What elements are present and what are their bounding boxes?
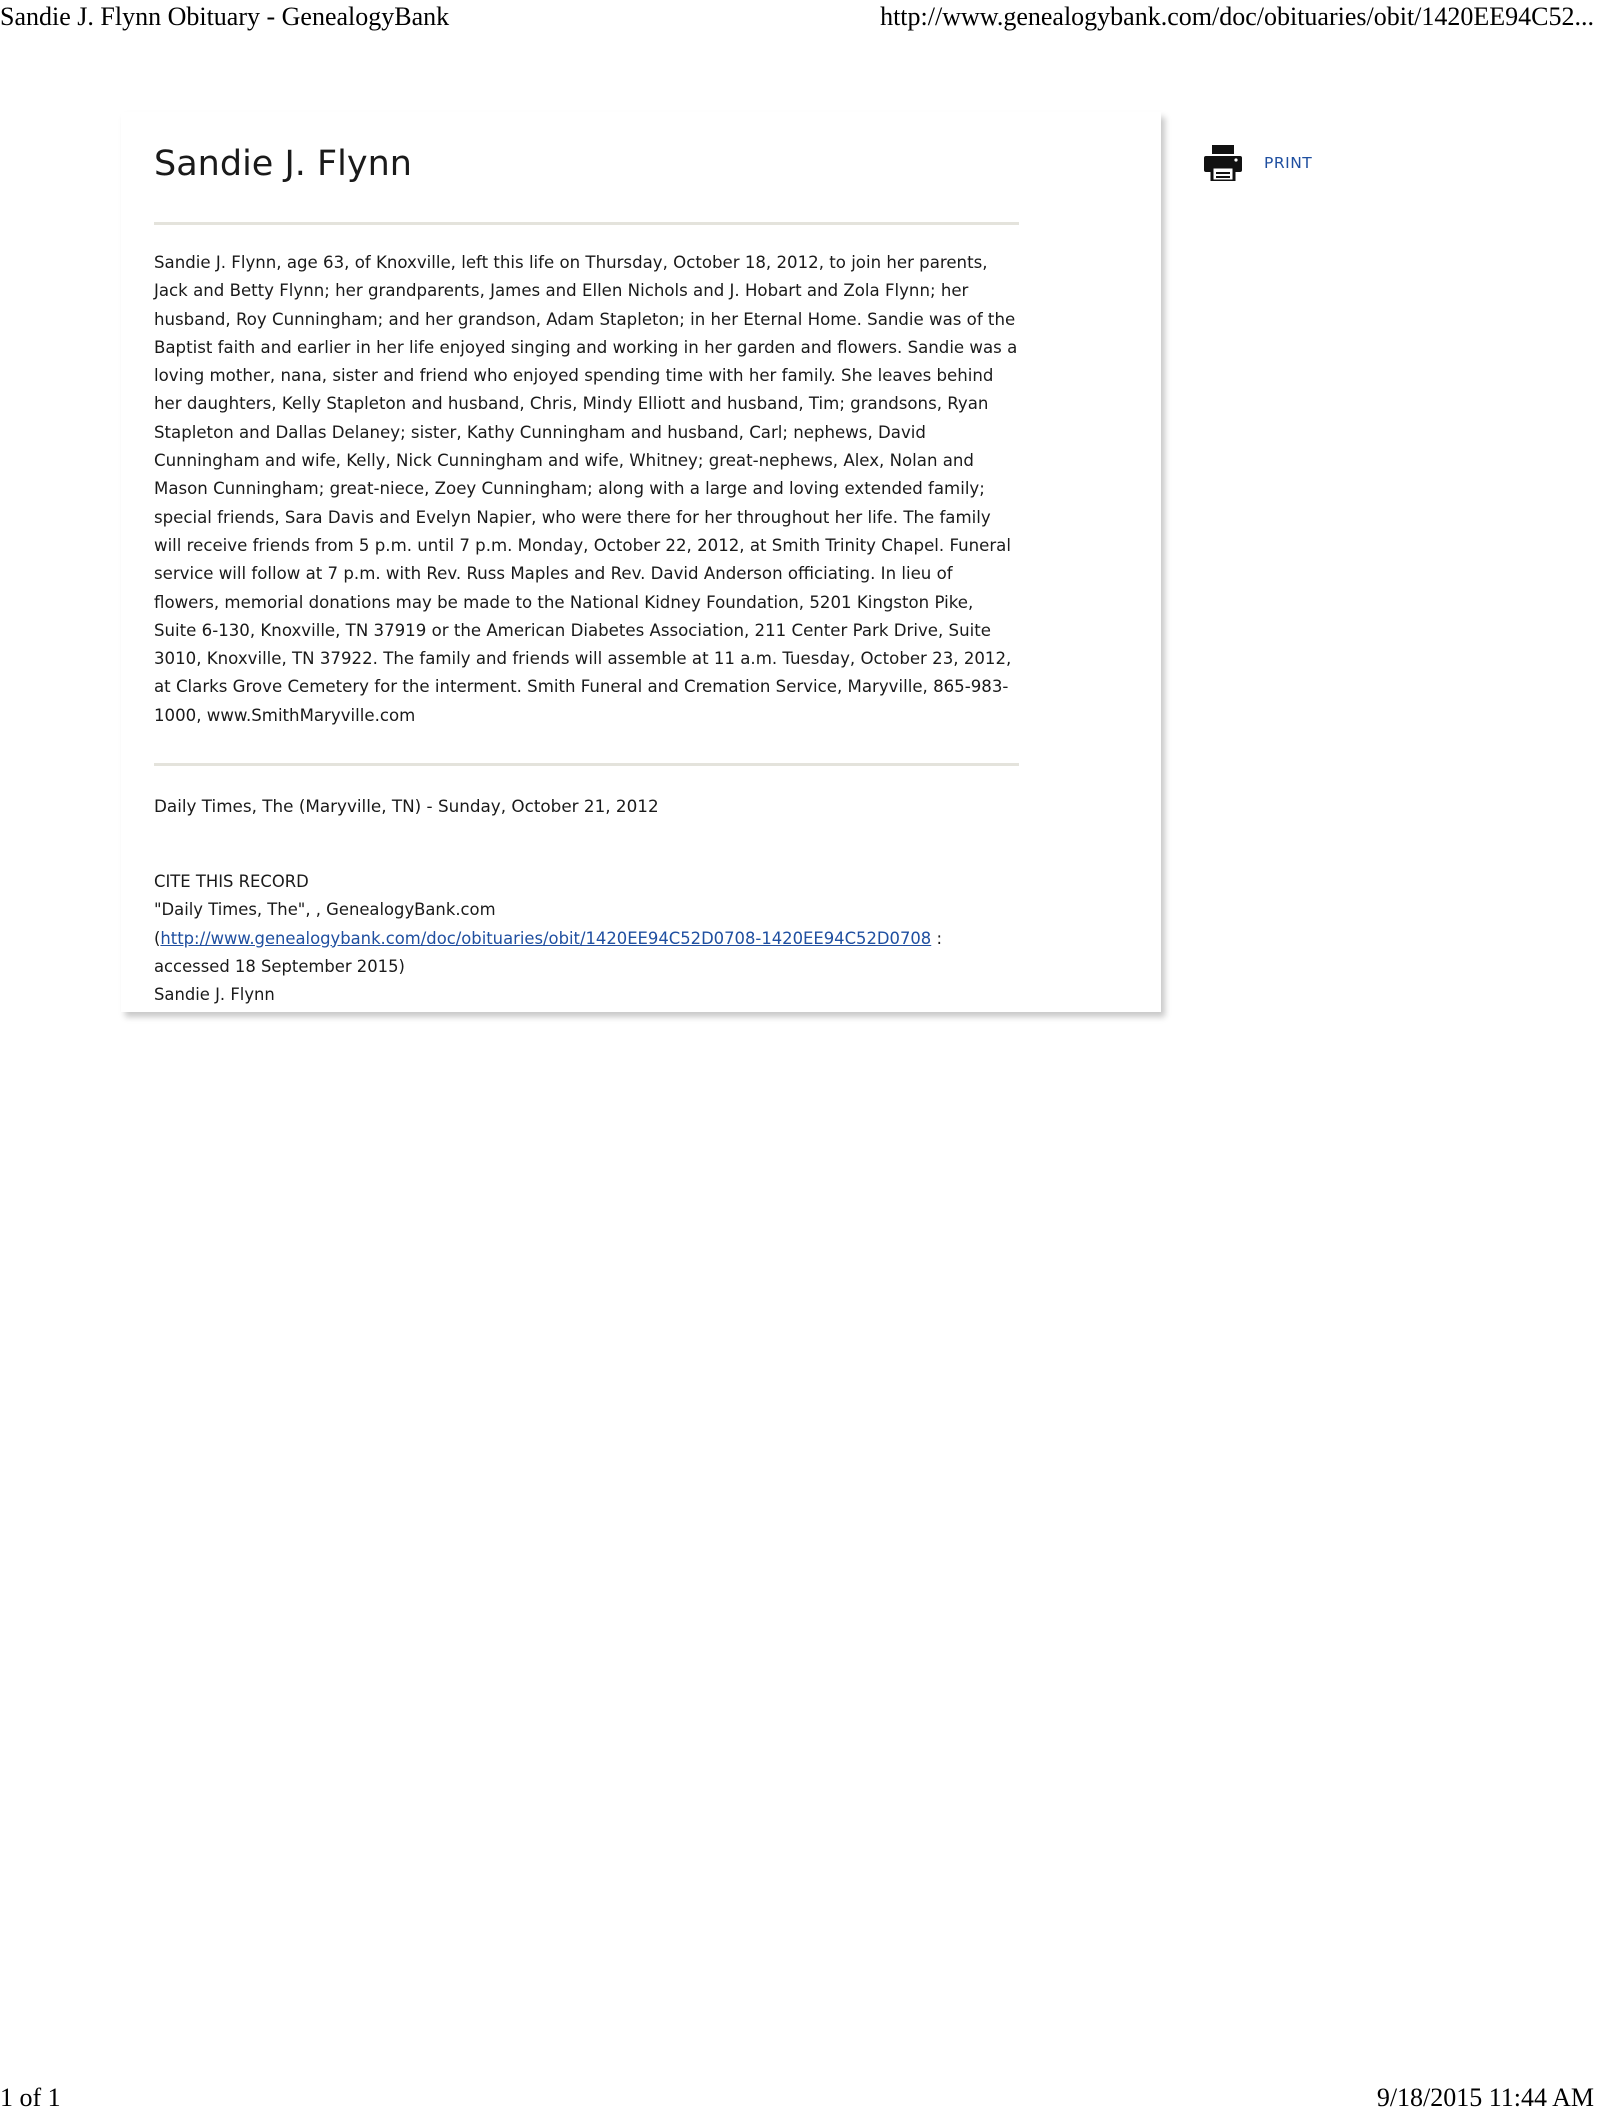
citation-prefix: "Daily Times, The", , GenealogyBank.com ( [154, 900, 496, 948]
obituary-card [121, 112, 1161, 1012]
citation-record-name: Sandie J. Flynn [154, 985, 275, 1005]
print-footer-page-count: 1 of 1 [0, 2083, 61, 2112]
print-button[interactable] [1204, 145, 1312, 181]
obituary-title: Sandie J. Flynn [154, 144, 412, 184]
print-footer-timestamp: 9/18/2015 11:44 AM [1376, 2083, 1594, 2112]
citation-heading: CITE THIS RECORD [154, 872, 309, 891]
citation-block [154, 868, 1020, 1009]
title-divider [154, 222, 1019, 225]
obituary-body: Sandie J. Flynn, age 63, of Knoxville, left this life on Thursday, October 18, 2012, to join her parents, Jack and Betty Flynn; her grandparents, James and Ellen Nichols and J. Hobart and Zola Flynn; her husband, Roy Cunningham; and her grandson, Adam Stapleton; in her Eternal Home. Sandie was of the Baptist faith and earlier in her life enjoyed singing and working in her garden and flowers. Sandie was a loving mother, nana, sister and friend who enjoyed spending time with her family. She leaves behind her daughters, Kelly Stapleton and husband, Chris, Mindy Elliott and husband, Tim; grandsons, Ryan Stapleton and Dallas Delaney; sister, Kathy Cunningham and husband, Carl; nephews, David Cunningham and wife, Kelly, Nick Cunningham and wife, Whitney; great-nephews, Alex, Nolan and Mason Cunningham; great-niece, Zoey Cunningham; along with a large and loving extended family; special friends, Sara Davis and Evelyn Napier, who were there for her throughout her life. The family will receive friends from 5 p.m. until 7 p.m. Monday, October 22, 2012, at Smith Trinity Chapel. Funeral service will follow at 7 p.m. with Rev. Russ Maples and Rev. David Anderson officiating. In lieu of flowers, memorial donations may be made to the National Kidney Foundation, 5201 Kingston Pike, Suite 6-130, Knoxville, TN 37919 or the American Diabetes Association, 211 Center Park Drive, Suite 3010, Knoxville, TN 37922. The family and friends will assemble at 11 a.m. Tuesday, October 23, 2012, at Clarks Grove Cemetery for the interment. Smith Funeral and Cremation Service, Maryville, 865-983-1000, www.SmithMaryville.com [154, 253, 1018, 725]
publication-source: Daily Times, The (Maryville, TN) - Sunday, October 21, 2012 [154, 796, 659, 816]
print-header-page-title: Sandie J. Flynn Obituary - GenealogyBank [0, 2, 450, 31]
print-header-url: http://www.genealogybank.com/doc/obituaries/obit/1420EE94C52... [880, 2, 1594, 31]
citation-link[interactable]: http://www.genealogybank.com/doc/obituaries/obit/1420EE94C52D0708-1420EE94C52D0708 [160, 928, 932, 948]
printer-icon[interactable] [1204, 145, 1242, 181]
body-divider [154, 763, 1019, 766]
print-label[interactable]: PRINT [1264, 154, 1313, 172]
citation-suffix: : accessed 18 September 2015) [154, 928, 942, 976]
